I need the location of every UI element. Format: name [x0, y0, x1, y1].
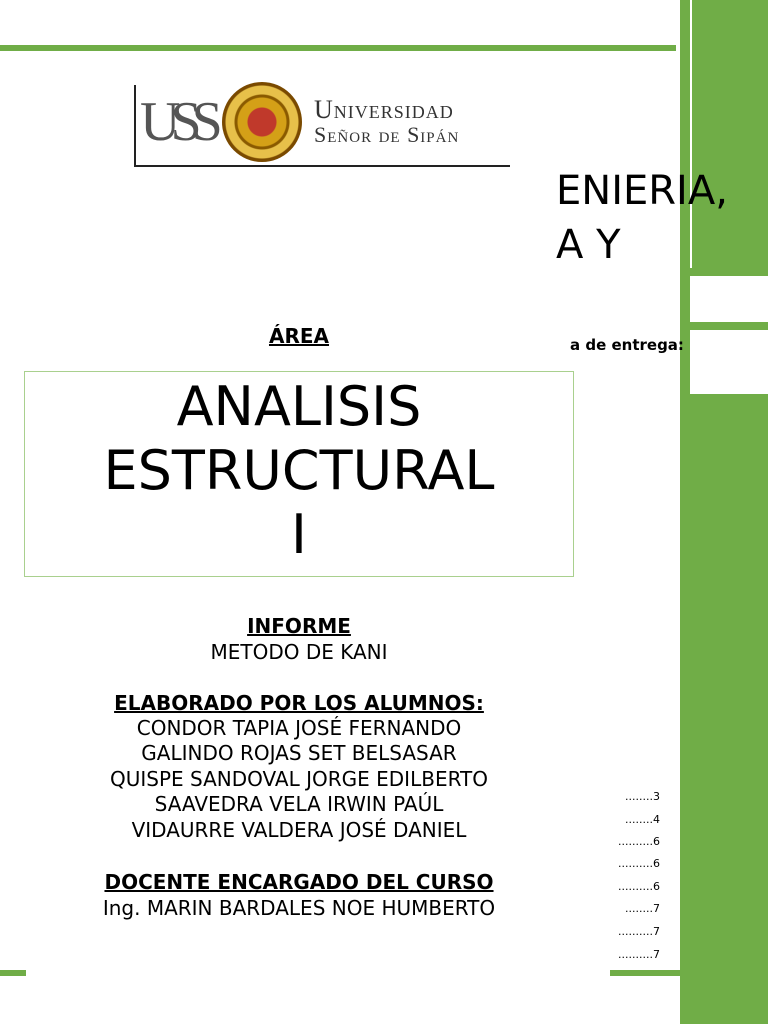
toc-entry: ..........7 — [618, 948, 660, 961]
right-green-line-1 — [680, 268, 768, 276]
course-title-line-2: ESTRUCTURAL — [103, 439, 495, 502]
alumno-name: SAAVEDRA VELA IRWIN PAÚL — [154, 792, 444, 816]
background-text-line-1: ENIERIA, — [556, 168, 728, 214]
right-green-block-bottom — [680, 394, 768, 1024]
course-title — [24, 375, 574, 567]
university-seal-icon — [222, 82, 302, 162]
bottom-green-line-left — [0, 970, 26, 976]
background-text-line-2: A Y — [556, 222, 621, 268]
toc-entry: ..........7 — [618, 925, 660, 938]
alumno-name: CONDOR TAPIA JOSÉ FERNANDO — [136, 716, 462, 740]
bottom-green-line-right — [610, 970, 680, 976]
toc-entry: ..........6 — [618, 857, 660, 870]
course-title-line-1: ANALISIS — [176, 375, 422, 438]
university-name-line-1: Universidad — [314, 95, 454, 124]
toc-entry: ..........6 — [618, 880, 660, 893]
informe-subtitle: METODO DE KANI — [210, 640, 388, 664]
right-green-line-2 — [680, 322, 768, 330]
informe-heading: INFORME — [247, 614, 351, 638]
top-green-line — [0, 45, 676, 51]
alumnos-heading: ELABORADO POR LOS ALUMNOS: — [114, 691, 484, 715]
right-green-block-top — [692, 0, 768, 272]
docente-heading: DOCENTE ENCARGADO DEL CURSO — [104, 870, 494, 894]
toc-entry: ........3 — [625, 790, 660, 803]
toc-entry: ........4 — [625, 813, 660, 826]
alumno-name: QUISPE SANDOVAL JORGE EDILBERTO — [110, 767, 488, 791]
course-title-line-3: I — [291, 503, 307, 566]
toc-entry: ........7 — [625, 902, 660, 915]
alumno-name: VIDAURRE VALDERA JOSÉ DANIEL — [131, 818, 467, 842]
toc-entry: ..........6 — [618, 835, 660, 848]
area-label: ÁREA — [268, 324, 330, 348]
alumno-name: GALINDO ROJAS SET BELSASAR — [141, 741, 457, 765]
docente-name: Ing. MARIN BARDALES NOE HUMBERTO — [102, 896, 496, 920]
uss-logo: USS — [140, 91, 213, 153]
background-text-line-3: a de entrega: — [570, 336, 684, 354]
university-name-line-2: Señor de Sipán — [314, 122, 460, 147]
